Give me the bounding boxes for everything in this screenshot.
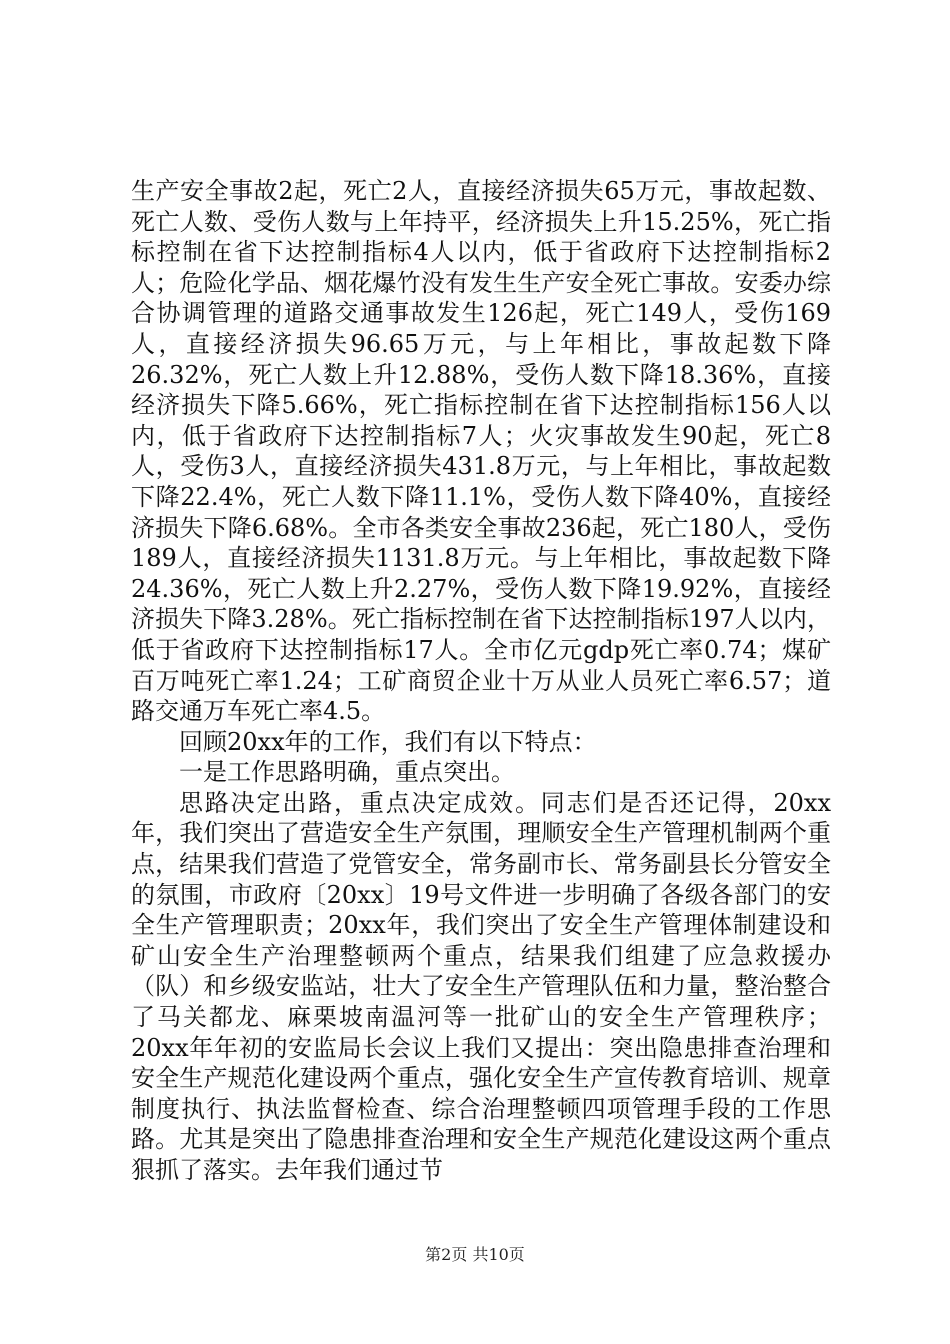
page-number-footer: 第2页 共10页: [425, 1245, 525, 1264]
paragraph-work-approach: 思路决定出路，重点决定成效。同志们是否还记得，20xx年，我们突出了营造安全生产氛围，理顺安全生产管理机制两个重点，结果我们营造了党管安全，常务副市长、常务副县长分管安全的氛围，市政府〔20xx〕19号文件进一步明确了各级各部门的安全生产管理职责；20xx年，我们突出了安全生产管理体制建设和矿山安全生产治理整顿两个重点，结果我们组建了应急救援办（队）和乡级安监站，壮大了安全生产管理队伍和力量，整治整合了马关都龙、麻栗坡南温河等一批矿山的安全生产管理秩序；20xx年年初的安监局长会议上我们又提出：突出隐患排查治理和安全生产规范化建设两个重点，强化安全生产宣传教育培训、规章制度执行、执法监督检查、综合治理整顿四项管理手段的工作思路。尤其是突出了隐患排查治理和安全生产规范化建设这两个重点狠抓了落实。去年我们通过节: [131, 788, 831, 1184]
paragraph-accident-statistics: 生产安全事故2起，死亡2人，直接经济损失65万元，事故起数、死亡人数、受伤人数与上年持平，经济损失上升15.25%，死亡指标控制在省下达控制指标4人以内，低于省政府下达控制指标2人；危险化学品、烟花爆竹没有发生生产安全死亡事故。安委办综合协调管理的道路交通事故发生126起，死亡149人，受伤169人，直接经济损失96.65万元，与上年相比，事故起数下降26.32%，死亡人数上升12.88%，受伤人数下降18.36%，直接经济损失下降5.66%，死亡指标控制在省下达控制指标156人以内，低于省政府下达控制指标7人；火灾事故发生90起，死亡8人，受伤3人，直接经济损失431.8万元，与上年相比，事故起数下降22.4%，死亡人数下降11.1%，受伤人数下降40%，直接经济损失下降6.68%。全市各类安全事故236起，死亡180人，受伤189人，直接经济损失1131.8万元。与上年相比，事故起数下降24.36%，死亡人数上升2.27%，受伤人数下降19.92%，直接经济损失下降3.28%。死亡指标控制在省下达控制指标197人以内，低于省政府下达控制指标17人。全市亿元gdp死亡率0.74；煤矿百万吨死亡率1.24；工矿商贸企业十万从业人员死亡率6.57；道路交通万车死亡率4.5。: [131, 177, 831, 726]
paragraph-point-one-heading: 一是工作思路明确，重点突出。: [179, 758, 515, 787]
document-body: [131, 176, 831, 1186]
paragraph-review-intro: 回顾20xx年的工作，我们有以下特点：: [179, 727, 597, 756]
